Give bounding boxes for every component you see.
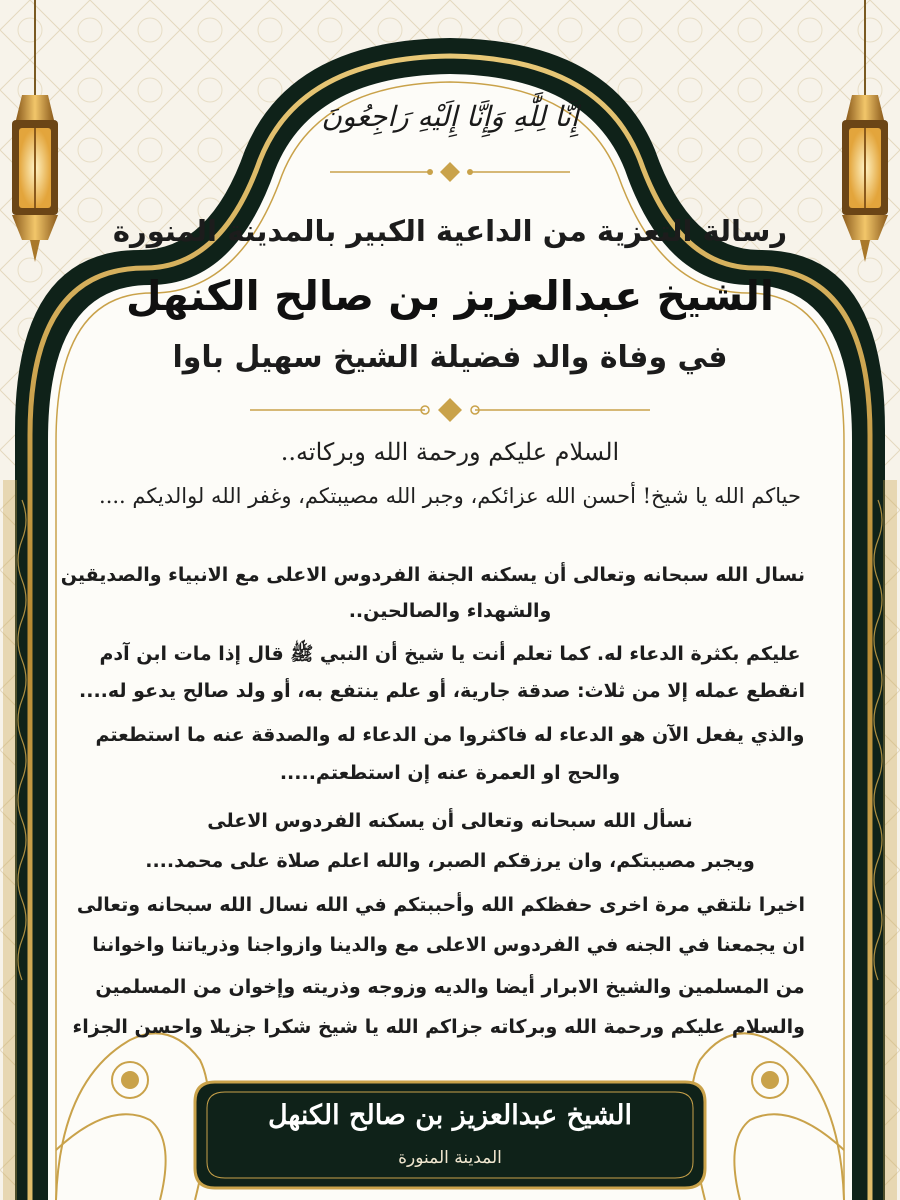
title-line-2: الشيخ عبدالعزيز بن صالح الكنهل: [126, 272, 774, 320]
signature-city: المدينة المنورة: [398, 1148, 502, 1168]
body-line: والذي يفعل الآن هو الدعاء له فاكثروا من الدعاء له والصدقة عنه ما استطعتم: [95, 724, 805, 746]
body-line: عليكم بكثرة الدعاء له. كما تعلم أنت يا شيخ أن النبي ﷺ قال إذا مات ابن آدم: [99, 643, 801, 665]
calligraphy-header: إِنَّا لِلَّٰهِ وَإِنَّا إِلَيْهِ رَاجِعُونَ: [321, 100, 579, 133]
signature-banner: [195, 1082, 705, 1188]
signature-name: الشيخ عبدالعزيز بن صالح الكنهل: [267, 1100, 633, 1131]
greeting-line-2: حياكم الله يا شيخ! أحسن الله عزائكم، وجبر الله مصيبتكم، وغفر الله لوالديكم ....: [99, 484, 801, 508]
greeting-line-1: السلام عليكم ورحمة الله وبركاته..: [280, 438, 620, 466]
body-line: ان يجمعنا في الجنه في الفردوس الاعلى مع والدينا وازواجنا وذرياتنا واخواننا: [92, 934, 805, 956]
body-line: والشهداء والصالحين..: [348, 600, 552, 622]
body-line: نسأل الله سبحانه وتعالى أن يسكنه الفردوس الاعلى: [207, 810, 693, 832]
body-line: اخيرا نلتقي مرة اخرى حفظكم الله وأحببتكم في الله نسال الله سبحانه وتعالى: [76, 894, 805, 916]
title-line-3: في وفاة والد فضيلة الشيخ سهيل باوا: [172, 340, 728, 375]
body-line: نسال الله سبحانه وتعالى أن يسكنه الجنة الفردوس الاعلى مع الانبياء والصديقين: [60, 564, 805, 586]
body-line: والسلام عليكم ورحمة الله وبركاته جزاكم الله يا شيخ شكرا جزيلا واحسن الجزاء: [72, 1016, 805, 1038]
body-line: ويجبر مصيبتكم، وان يرزقكم الصبر، والله اعلم صلاة على محمد....: [145, 850, 755, 872]
body-line: من المسلمين والشيخ الابرار أيضا والديه وزوجه وذريته وإخوان من المسلمين: [95, 976, 805, 998]
title-line-1: رسالة التعزية من الداعية الكبير بالمدينة المنورة: [112, 214, 788, 248]
body-line: والحج او العمرة عنه إن استطعتم.....: [279, 762, 621, 784]
body-line: انقطع عمله إلا من ثلاث: صدقة جارية، أو علم ينتفع به، أو ولد صالح يدعو له....: [79, 680, 805, 702]
